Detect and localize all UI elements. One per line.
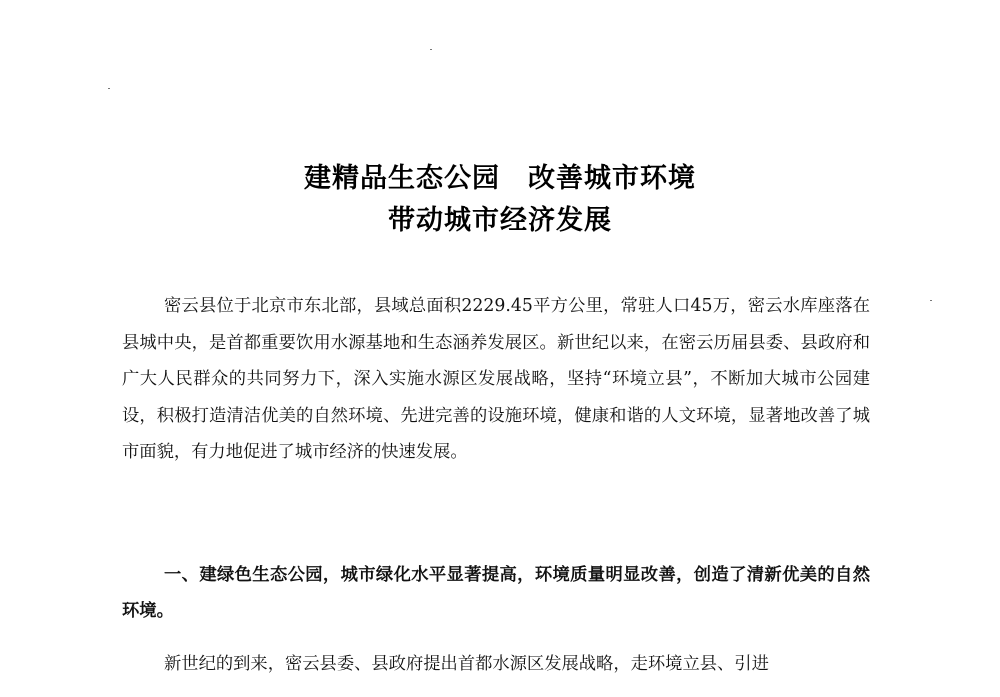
- document-title-line-2: 带动城市经济发展: [388, 205, 612, 236]
- scan-speck: [430, 49, 432, 50]
- section-1-paragraph: 新世纪的到来，密云县委、县政府提出首都水源区发展战略，走环境立县、引进: [164, 654, 769, 674]
- section-heading-1: 一、建绿色生态公园，城市绿化水平显著提高，环境质量明显改善，创造了清新优美的自然环境。: [122, 565, 870, 621]
- document-title-line-1: 建精品生态公园 改善城市环境: [304, 163, 696, 194]
- scan-speck: [108, 88, 110, 89]
- scan-speck: [930, 300, 932, 301]
- intro-paragraph: 密云县位于北京市东北部，县域总面积2229.45平方公里，常驻人口45万，密云水库座落在县城中央，是首都重要饮用水源基地和生态涵养发展区。新世纪以来，在密云历届县委、县政府和广大人民群众的共同努力下，深入实施水源区发展战略，坚持“环境立县”，不断加大城市公园建设，积极打造清洁优美的自然环境、先进完善的设施环境，健康和谐的人文环境，显著地改善了城市面貌，有力地促进了城市经济的快速发展。: [122, 296, 870, 462]
